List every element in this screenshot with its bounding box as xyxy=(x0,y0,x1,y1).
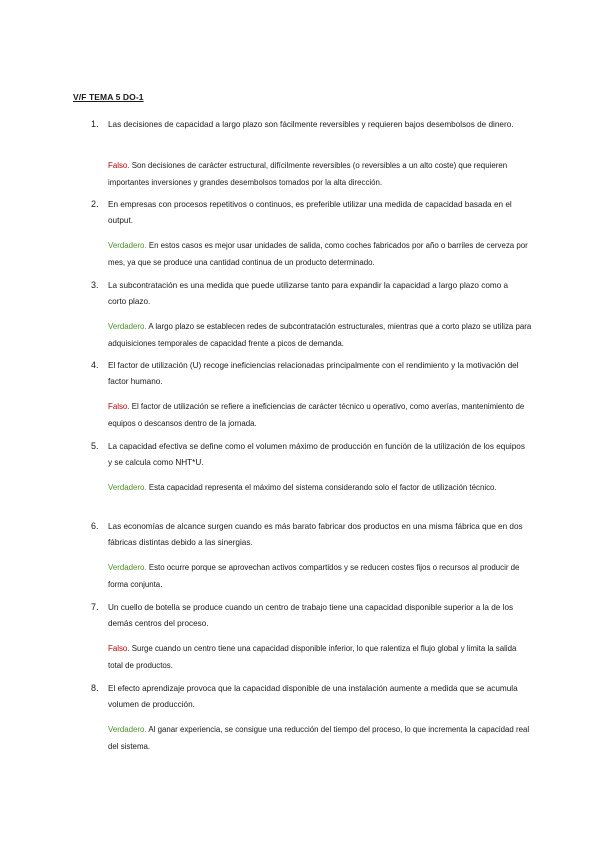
answer-explanation: El factor de utilización se refiere a ineficiencias de carácter técnico u operativo, como averías, mantenimiento de equipos o descansos dentro de la jornada. xyxy=(108,402,525,428)
question-text: Las economías de alcance surgen cuando es más barato fabricar dos productos en una misma fábrica que en dos fábricas distintas debido a las sinergias. xyxy=(108,522,523,547)
question-text: Un cuello de botella se produce cuando un centro de trabajo tiene una capacidad disponible superior a la de los demás centros del proceso. xyxy=(108,603,514,628)
answer-verdict-label: Verdadero. xyxy=(108,563,147,572)
question-text: El efecto aprendizaje provoca que la capacidad disponible de una instalación aumente a medida que se acumula volumen de producción. xyxy=(108,684,518,709)
answer-text xyxy=(108,560,533,593)
question-text: Las decisiones de capacidad a largo plazo son fácilmente reversibles y requieren bajos desembolsos de dinero. xyxy=(108,120,514,129)
answer-verdict-label: Verdadero. xyxy=(108,241,147,250)
answer-verdict-label: Verdadero. xyxy=(108,483,147,492)
answer-explanation: Son decisiones de carácter estructural, difícilmente reversibles (o reversibles a un alto coste) que requieren importantes inversiones y grandes desembolsos tomados por la alta dirección. xyxy=(108,161,508,187)
question-number: 2. xyxy=(91,199,99,209)
question-text: El factor de utilización (U) recoge ineficiencias relacionadas principalmente con el rendimiento y la motivación del factor humano. xyxy=(108,361,519,386)
answer-text xyxy=(108,238,533,271)
answer-explanation: Al ganar experiencia, se consigue una reducción del tiempo del proceso, lo que incrementa la capacidad real del sistema. xyxy=(108,725,530,751)
answer-verdict-label: Falso. xyxy=(108,644,130,653)
answer-verdict-label: Falso. xyxy=(108,161,130,170)
document-title: V/F TEMA 5 DO-1 xyxy=(73,92,144,102)
answer-explanation: Esta capacidad representa el máximo del sistema considerando solo el factor de utilización técnico. xyxy=(148,483,497,492)
question-number: 7. xyxy=(91,602,99,612)
answer-explanation: Surge cuando un centro tiene una capacidad disponible inferior, lo que ralentiza el flujo global y limita la salida total de productos. xyxy=(108,644,517,670)
answer-explanation: En estos casos es mejor usar unidades de salida, como coches fabricados por año o barriles de cerveza por mes, ya que se produce una cantidad continua de un producto determinado. xyxy=(108,241,528,267)
answer-explanation: Esto ocurre porque se aprovechan activos compartidos y se reducen costes fijos o recursos al producir de forma conjunta. xyxy=(108,563,520,589)
question-text: La subcontratación es una medida que puede utilizarse tanto para expandir la capacidad a largo plazo como a corto plazo. xyxy=(108,281,509,306)
answer-text xyxy=(108,722,533,755)
answer-text xyxy=(108,480,533,497)
answer-explanation: A largo plazo se establecen redes de subcontratación estructurales, mientras que a corto plazo se utiliza para adquisiciones temporales de capacidad frente a picos de demanda. xyxy=(108,322,532,348)
question-number: 6. xyxy=(91,521,99,531)
answer-text xyxy=(108,641,533,674)
question-number: 5. xyxy=(91,441,99,451)
question-number: 4. xyxy=(91,360,99,370)
question-number: 1. xyxy=(91,119,99,129)
answer-text xyxy=(108,319,533,352)
question-number: 8. xyxy=(91,683,99,693)
answer-text xyxy=(108,158,533,191)
answer-verdict-label: Verdadero. xyxy=(108,322,147,331)
question-number: 3. xyxy=(91,280,99,290)
answer-verdict-label: Verdadero. xyxy=(108,725,147,734)
answer-text xyxy=(108,399,533,432)
answer-verdict-label: Falso. xyxy=(108,402,130,411)
question-text: La capacidad efectiva se define como el volumen máximo de producción en función de la utilización de los equipos y se calcula como NHT*U. xyxy=(108,442,525,467)
question-text: En empresas con procesos repetitivos o continuos, es preferible utilizar una medida de capacidad basada en el output. xyxy=(108,200,512,225)
